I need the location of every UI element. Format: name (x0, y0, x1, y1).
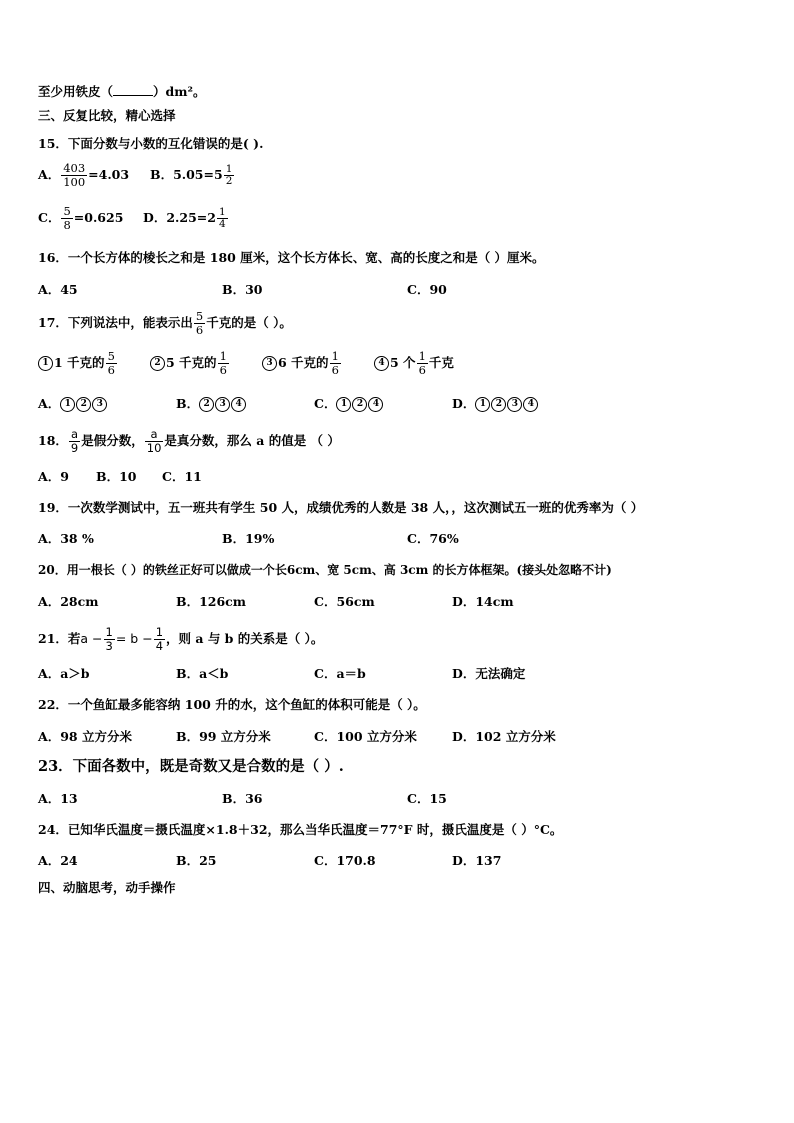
q24-option-c: C．170.8 (314, 853, 376, 868)
section-3-heading: 三、反复比较，精心选择 (38, 108, 176, 123)
question-21: 21．若a − $\frac{1}{3}$ = b − $\frac{1}{4}$ ，则 a 与 b 的关系是（ ）。 (38, 625, 324, 653)
q19-option-a: A．38 % (38, 531, 94, 546)
question-20: 20．用一根长（ ）的铁丝正好可以做成一个长6cm、宽 5cm、高 3cm 的长方体框架。(接头处忽略不计) (38, 563, 612, 577)
question-19: 19．一次数学测试中，五一班共有学生 50 人，成绩优秀的人数是 38 人，，这次测试五一班的优秀率为（ ） (38, 500, 644, 515)
question-23: 23．下面各数中，既是奇数又是合数的是（ ）. (38, 758, 344, 775)
q22-option-d: D．102 立方分米 (452, 729, 556, 744)
q23-option-c: C．15 (407, 791, 447, 806)
q23-option-a: A．13 (38, 791, 78, 806)
q20-option-c: C．56cm (314, 594, 375, 609)
fraction: $\frac{1}{6}$ (418, 349, 426, 377)
q22-option-b: B．99 立方分米 (176, 729, 271, 744)
q17-item-2: 2 5 千克的 $\frac{1}{6}$ (150, 350, 230, 377)
q24-option-d: D．137 (452, 853, 502, 868)
section-4-heading: 四、动脑思考，动手操作 (38, 880, 176, 895)
q17-option-c: C． 1 2 4 (314, 396, 384, 412)
q21-option-b: B．a＜b (176, 666, 229, 681)
question-22: 22．一个鱼缸最多能容纳 100 升的水，这个鱼缸的体积可能是（ ）。 (38, 697, 426, 712)
fraction: $\frac{1}{4}$ (155, 625, 164, 653)
q24-option-a: A．24 (38, 853, 78, 868)
q19-option-b: B．19% (222, 531, 275, 546)
fraction: $\frac{a}{10}$ (146, 427, 162, 455)
answer-blank[interactable] (113, 83, 153, 96)
fraction: $\frac{1}{6}$ (331, 349, 339, 377)
q17-item-3: 3 6 千克的 $\frac{1}{6}$ (262, 350, 342, 377)
q15-option-a: A． $\frac{403}{100}$ =4.03 (38, 161, 130, 189)
question-18: 18． $\frac{a}{9}$ 是假分数， $\frac{a}{10}$ 是真分数，那么 a 的值是 （ ） (38, 427, 340, 455)
q15-option-d: D．2.25=2 $\frac{1}{4}$ (143, 206, 226, 230)
fraction: $\frac{1}{6}$ (219, 349, 227, 377)
fraction: $\frac{5}{8}$ (63, 204, 71, 232)
q20-option-b: B．126cm (176, 594, 246, 609)
q24-option-b: B．25 (176, 853, 217, 868)
q18-option-c: C．11 (162, 469, 202, 484)
prev-question-tail: 至少用铁皮（ ）dm²。 (38, 84, 206, 99)
q22-option-a: A．98 立方分米 (38, 729, 132, 744)
fraction: $\frac{1}{2}$ (225, 163, 233, 187)
fraction: $\frac{a}{9}$ (70, 427, 79, 455)
question-17: 17．下列说法中，能表示出 $\frac{5}{6}$ 千克的是（ ）。 (38, 309, 292, 337)
question-24: 24．已知华氏温度＝摄氏温度×1.8＋32，那么当华氏温度＝77°F 时，摄氏温度是（ ）°C。 (38, 822, 563, 837)
q21-option-d: D．无法确定 (452, 666, 526, 681)
q15-option-b: B．5.05=5 $\frac{1}{2}$ (150, 163, 233, 187)
q21-option-c: C．a＝b (314, 666, 366, 681)
q22-option-c: C．100 立方分米 (314, 729, 417, 744)
q18-option-b: B．10 (96, 469, 137, 484)
fraction: $\frac{5}{6}$ (107, 349, 115, 377)
q17-option-b: B． 2 3 4 (176, 396, 247, 412)
q15-option-c: C． $\frac{5}{8}$ =0.625 (38, 204, 124, 232)
q23-option-b: B．36 (222, 791, 263, 806)
q16-option-a: A．45 (38, 282, 78, 297)
q21-option-a: A．a＞b (38, 666, 90, 681)
q16-option-c: C．90 (407, 282, 447, 297)
q17-item-1: 1 1 千克的 $\frac{5}{6}$ (38, 350, 118, 377)
q17-option-d: D． 1 2 3 4 (452, 396, 539, 412)
q18-option-a: A．9 (38, 469, 69, 484)
question-15: 15．下面分数与小数的互化错误的是( ). (38, 136, 264, 151)
q16-option-b: B．30 (222, 282, 263, 297)
fraction: $\frac{1}{3}$ (105, 625, 113, 653)
q17-item-4: 4 5 个 $\frac{1}{6}$ 千克 (374, 350, 454, 377)
fraction: $\frac{1}{4}$ (218, 206, 226, 230)
q19-option-c: C．76% (407, 531, 459, 546)
q17-option-a: A． 1 2 3 (38, 396, 108, 412)
question-16: 16．一个长方体的棱长之和是 180 厘米，这个长方体长、宽、高的长度之和是（ ）厘米。 (38, 250, 545, 265)
fraction: $\frac{403}{100}$ (63, 161, 86, 189)
q20-option-a: A．28cm (38, 594, 99, 609)
fraction: $\frac{5}{6}$ (195, 309, 204, 337)
q20-option-d: D．14cm (452, 594, 514, 609)
